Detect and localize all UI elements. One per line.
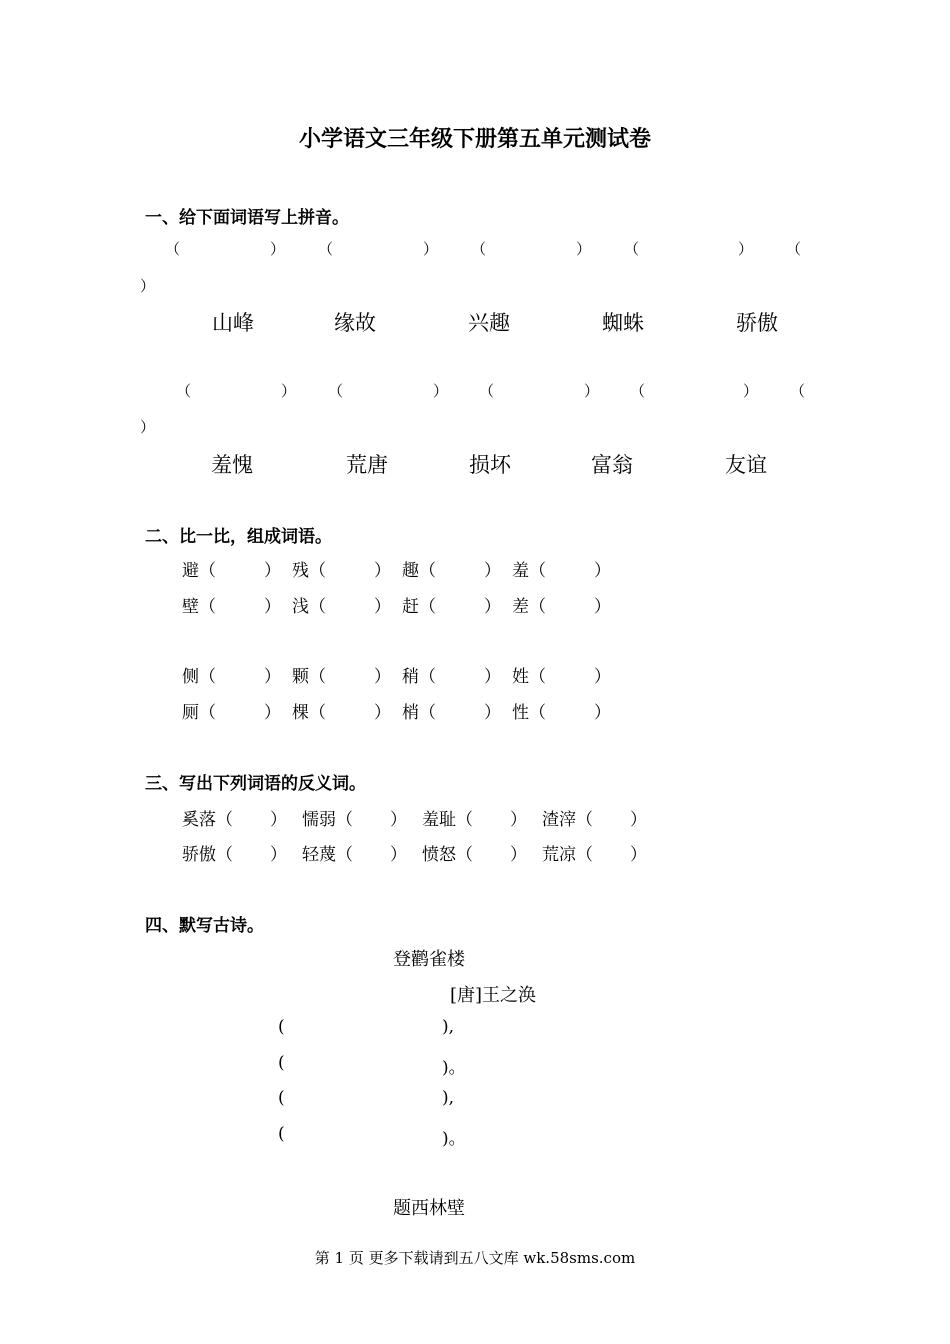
char-cell: 稍（: [402, 667, 436, 687]
paren-close: ）: [264, 561, 281, 581]
char-cell: 厕（: [182, 703, 216, 723]
char-cell: 差（: [512, 597, 546, 617]
paren-close: ）: [423, 240, 439, 258]
paren-open: （: [790, 382, 806, 400]
paren-close: ）: [140, 277, 156, 295]
section-2-heading: 二、比一比，组成词语。: [145, 527, 332, 547]
word-cell: 羞耻（: [422, 810, 473, 830]
word-cell: 懦弱（: [302, 810, 353, 830]
blank-close: )。: [442, 1058, 466, 1078]
char-cell: 梢（: [402, 703, 436, 723]
paren-close: ）: [270, 845, 287, 865]
word: 友谊: [725, 453, 767, 477]
paren-close: ）: [630, 845, 647, 865]
word-cell: 渣滓（: [542, 810, 593, 830]
paren-close: ）: [594, 561, 611, 581]
section-4-heading: 四、默写古诗。: [145, 916, 264, 936]
word: 蜘蛛: [602, 311, 644, 335]
paren-close: ）: [140, 418, 156, 436]
blank-open: (: [278, 1124, 285, 1144]
blank-close: ),: [442, 1017, 455, 1037]
paren-close: ）: [270, 240, 286, 258]
paren-close: ）: [281, 382, 297, 400]
word: 山峰: [212, 311, 254, 335]
poem-1-title: 登鹳雀楼: [393, 949, 465, 970]
char-cell: 性（: [512, 703, 546, 723]
char-cell: 姓（: [512, 667, 546, 687]
paren-close: ）: [576, 240, 592, 258]
page-title: 小学语文三年级下册第五单元测试卷: [298, 126, 651, 152]
paren-close: ）: [374, 667, 391, 687]
word-cell: 骄傲（: [182, 845, 233, 865]
section-1-heading: 一、给下面词语写上拼音。: [145, 208, 349, 228]
paren-close: ）: [594, 703, 611, 723]
char-cell: 浅（: [292, 597, 326, 617]
blank-open: (: [278, 1017, 285, 1037]
paren-close: ）: [594, 667, 611, 687]
char-cell: 残（: [292, 561, 326, 581]
char-cell: 趣（: [402, 561, 436, 581]
paren-close: ）: [264, 703, 281, 723]
blank-open: (: [278, 1053, 285, 1073]
word: 荒唐: [346, 453, 388, 477]
paren-close: ）: [390, 845, 407, 865]
char-cell: 颗（: [292, 667, 326, 687]
char-cell: 羞（: [512, 561, 546, 581]
paren-close: ）: [584, 382, 600, 400]
char-cell: 壁（: [182, 597, 216, 617]
word: 羞愧: [211, 453, 253, 477]
word-cell: 荒凉（: [542, 845, 593, 865]
paren-open: （: [471, 240, 487, 258]
char-cell: 棵（: [292, 703, 326, 723]
char-cell: 避（: [182, 561, 216, 581]
word-cell: 奚落（: [182, 810, 233, 830]
paren-close: ）: [484, 597, 501, 617]
paren-close: ）: [264, 667, 281, 687]
paren-close: ）: [484, 561, 501, 581]
char-cell: 赶（: [402, 597, 436, 617]
paren-open: （: [624, 240, 640, 258]
paren-close: ）: [390, 810, 407, 830]
paren-close: ）: [510, 845, 527, 865]
word-cell: 愤怒（: [422, 845, 473, 865]
blank-close: )。: [442, 1129, 466, 1149]
paren-open: （: [318, 240, 334, 258]
paren-close: ）: [374, 561, 391, 581]
word: 骄傲: [736, 311, 778, 335]
word: 富翁: [591, 453, 633, 477]
paren-open: （: [630, 382, 646, 400]
page-footer: 第 1 页 更多下载请到五八文库 wk.58sms.com: [314, 1249, 636, 1267]
paren-open: （: [165, 240, 181, 258]
paren-close: ）: [374, 703, 391, 723]
blank-close: ),: [442, 1088, 455, 1108]
paren-open: （: [479, 382, 495, 400]
paren-close: ）: [594, 597, 611, 617]
word: 缘故: [334, 311, 376, 335]
paren-close: ）: [743, 382, 759, 400]
section-3-heading: 三、写出下列词语的反义词。: [145, 774, 366, 794]
paren-close: ）: [510, 810, 527, 830]
paren-close: ）: [738, 240, 754, 258]
paren-close: ）: [374, 597, 391, 617]
word-cell: 轻蔑（: [302, 845, 353, 865]
char-cell: 侧（: [182, 667, 216, 687]
paren-close: ）: [433, 382, 449, 400]
paren-close: ）: [270, 810, 287, 830]
paren-close: ）: [264, 597, 281, 617]
word: 兴趣: [468, 311, 510, 335]
poem-2-title: 题西林壁: [393, 1198, 465, 1219]
paren-close: ）: [484, 667, 501, 687]
word: 损坏: [469, 453, 511, 477]
paren-close: ）: [484, 703, 501, 723]
paren-open: （: [176, 382, 192, 400]
paren-open: （: [786, 240, 802, 258]
poem-1-author: [唐]王之涣: [450, 985, 537, 1006]
paren-open: （: [328, 382, 344, 400]
blank-open: (: [278, 1088, 285, 1108]
paren-close: ）: [630, 810, 647, 830]
